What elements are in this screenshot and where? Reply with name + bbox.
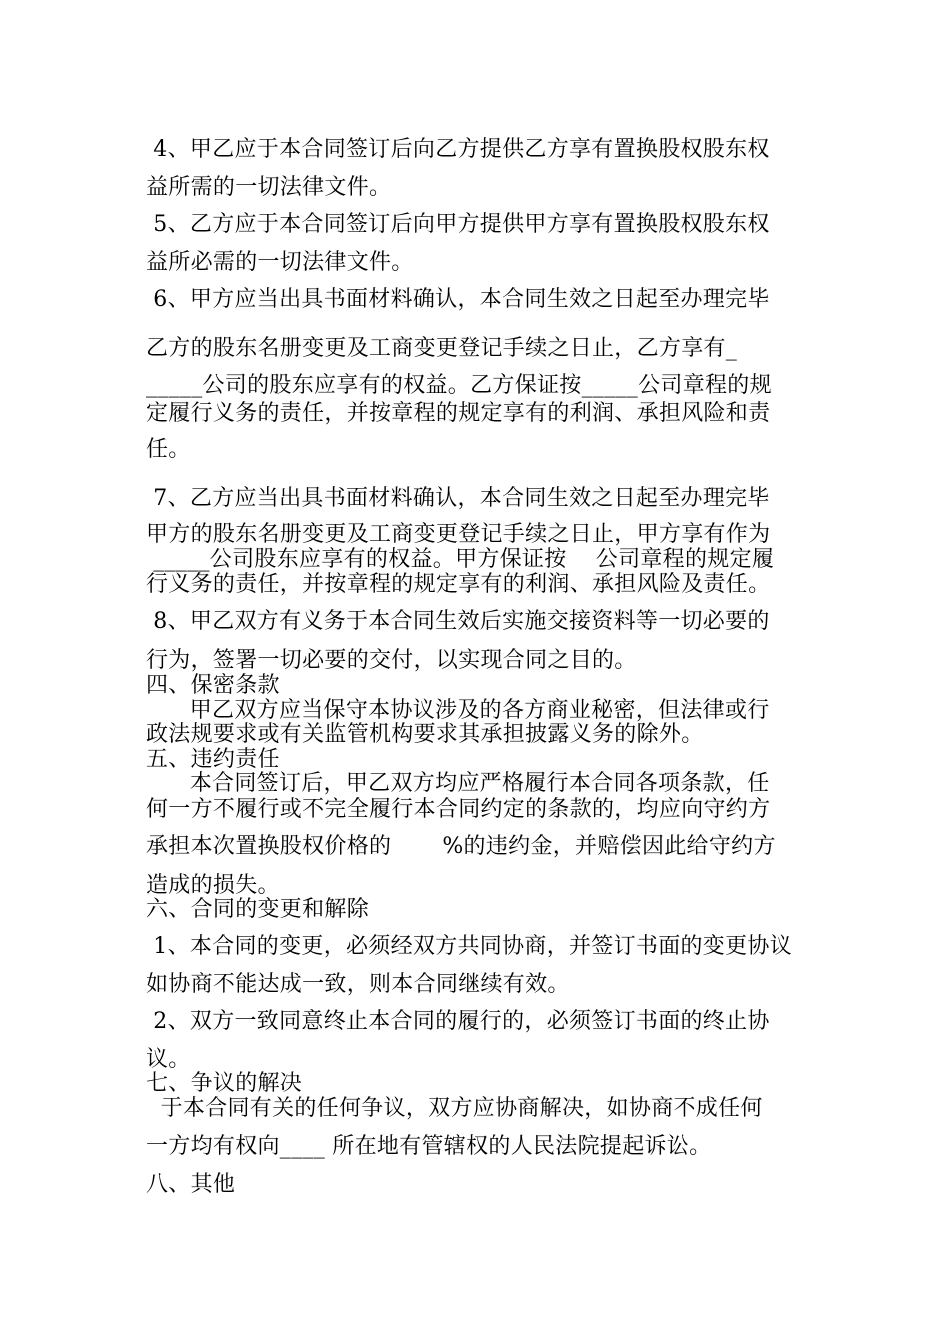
text-line: 政法规要求或有关监管机构要求其承担披露义务的除外。: [146, 722, 704, 747]
text-line: 5、乙方应于本合同签订后向甲方提供甲方享有置换股权股东权: [146, 212, 770, 237]
text-line: 如协商不能达成一致，则本合同继续有效。: [146, 972, 570, 997]
text-line: 7、乙方应当出具书面材料确认，本合同生效之日起至办理完毕: [146, 486, 770, 511]
text-line: 4、甲乙应于本合同签订后向乙方提供乙方享有置换股权股东权: [146, 137, 770, 162]
text-line: 益所必需的一切法律文件。: [146, 250, 414, 275]
text-line: _____公司股东应享有的权益。甲方保证按 公司章程的规定履: [146, 547, 775, 572]
text-line: 于本合同有关的任何争议，双方应协商解决，如协商不成任何: [146, 1096, 763, 1121]
text-line: 一方均有权向____ 所在地有管辖权的人民法院提起诉讼。: [146, 1134, 712, 1159]
section-heading: 八、其他: [146, 1172, 236, 1197]
text-line: 行义务的责任，并按章程的规定享有的利润、承担风险及责任。: [146, 572, 771, 597]
text-line: 8、甲乙双方有义务于本合同生效后实施交接资料等一切必要的: [146, 609, 770, 634]
text-line: 承担本次置换股权价格的 %的违约金，并赔偿因此给守约方: [146, 834, 776, 859]
section-heading: 六、合同的变更和解除: [146, 897, 370, 922]
text-line: 1、本合同的变更，必须经双方共同协商，并签订书面的变更协议: [146, 934, 792, 959]
text-line: 6、甲方应当出具书面材料确认，本合同生效之日起至办理完毕: [146, 287, 770, 312]
text-line: 2、双方一致同意终止本合同的履行的，必须签订书面的终止协: [146, 1009, 770, 1034]
section-heading: 七、争议的解决: [146, 1071, 303, 1096]
text-line: 甲乙双方应当保守本协议涉及的各方商业秘密，但法律或行: [146, 698, 770, 723]
text-line: _____公司的股东应享有的权益。乙方保证按_____公司章程的规: [146, 373, 772, 398]
section-heading: 四、保密条款: [146, 673, 280, 698]
text-line: 何一方不履行或不完全履行本合同约定的条款的，均应向守约方: [146, 797, 771, 822]
text-line: 任。: [146, 437, 191, 462]
text-line: 甲方的股东名册变更及工商变更登记手续之日止，甲方享有作为: [146, 522, 771, 547]
text-line: 议。: [146, 1047, 191, 1072]
text-line: 造成的损失。: [146, 873, 280, 898]
text-line: 本合同签订后，甲乙双方均应严格履行本合同各项条款，任: [146, 771, 770, 796]
text-line: 益所需的一切法律文件。: [146, 175, 392, 200]
text-line: 定履行义务的责任，并按章程的规定享有的利润、承担风险和责: [146, 401, 771, 426]
section-heading: 五、违约责任: [146, 747, 280, 772]
text-line: 行为，签署一切必要的交付，以实现合同之目的。: [146, 648, 637, 673]
text-line: 乙方的股东名册变更及工商变更登记手续之日止，乙方享有_: [146, 336, 738, 361]
